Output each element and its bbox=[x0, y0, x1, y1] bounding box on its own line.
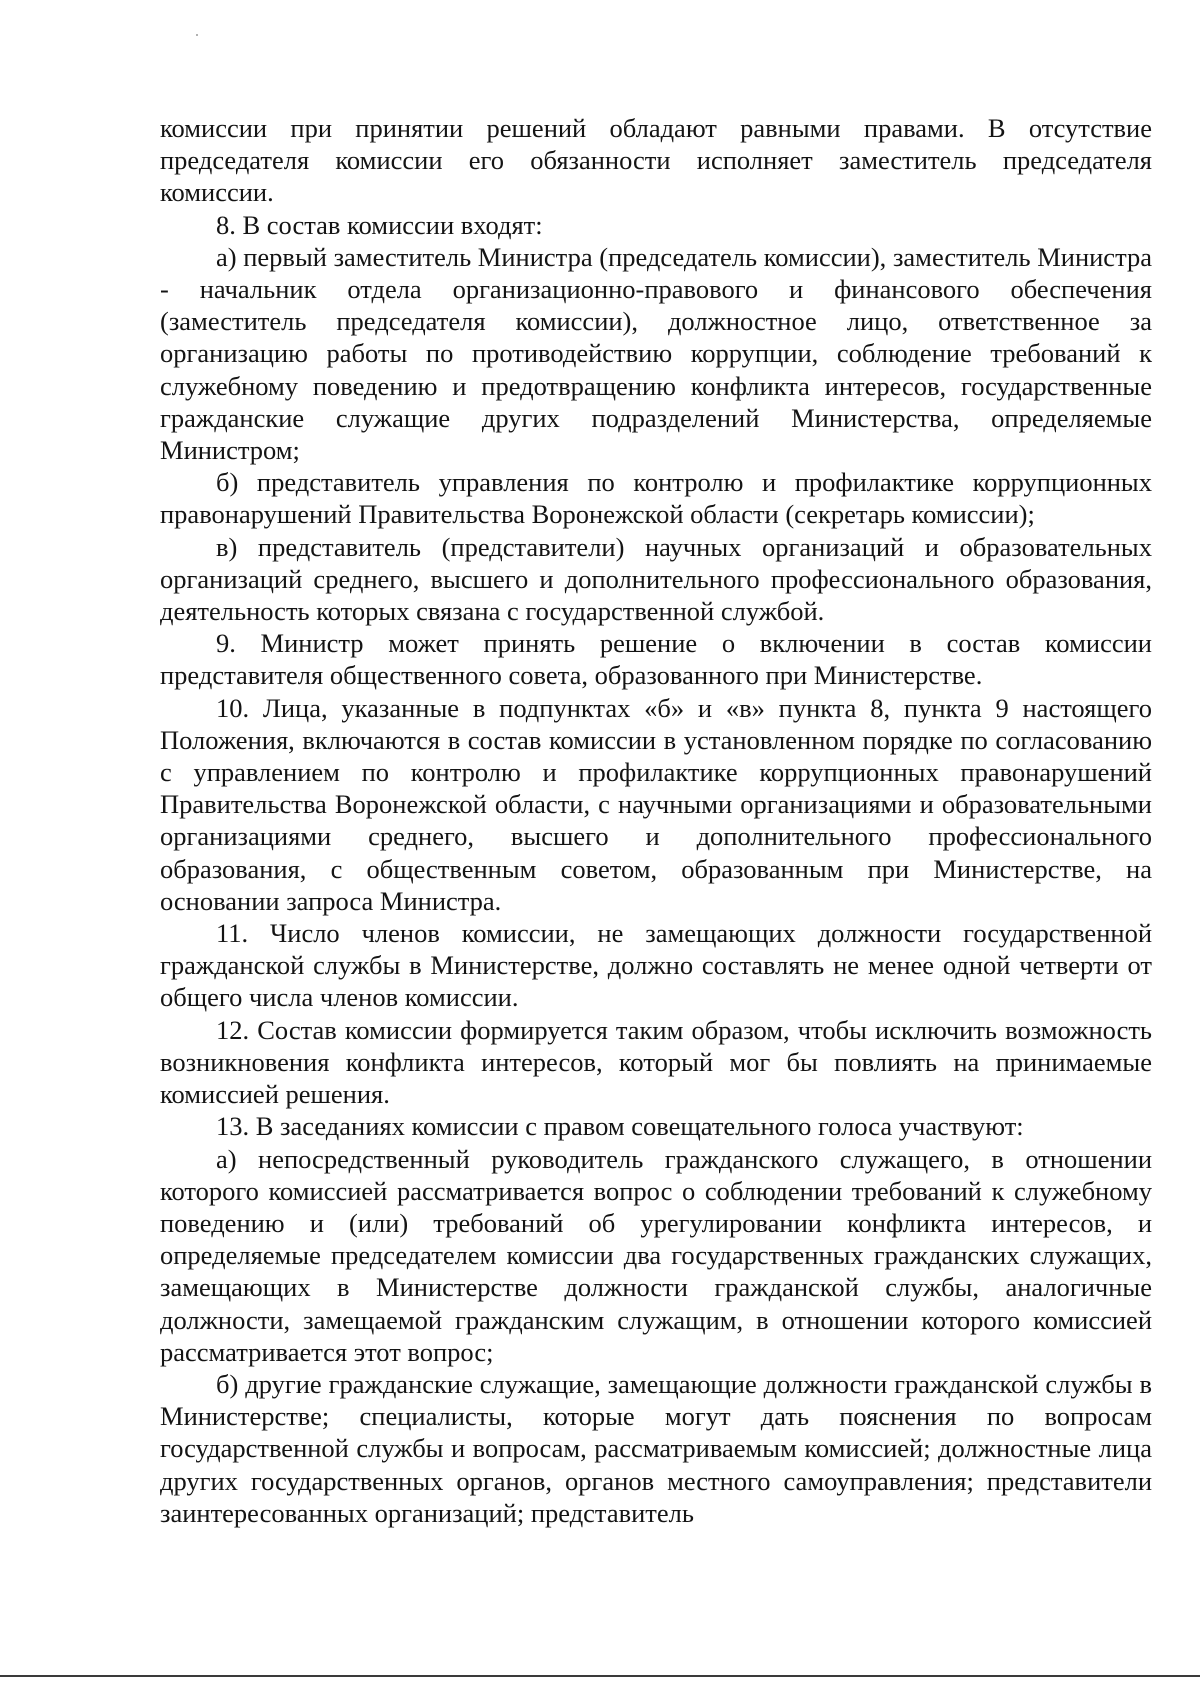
paragraph-item-8: 8. В состав комиссии входят: bbox=[216, 209, 543, 240]
paragraph-item-8v: в) представитель (представители) научных организаций и образовательных организаций среднего, высшего и дополнительного профессионального образования, деятельность которых связана с государственной службой. bbox=[160, 531, 1152, 627]
paragraph-item-12: 12. Состав комиссии формируется таким образом, чтобы исключить возможность возникновения конфликта интересов, который мог бы повлиять на принимаемые комиссией решения. bbox=[160, 1014, 1152, 1110]
paragraph-item-10: 10. Лица, указанные в подпунктах «б» и «в» пункта 8, пункта 9 настоящего Положения, включаются в состав комиссии в установленном порядке по согласованию с управлением по контролю и профилактике коррупционных правонарушений Правительства Воронежской области, с научными организациями и образовательными организациями среднего, высшего и дополнительного профессионального образования, с общественным советом, образованным при Министерстве, на основании запроса Министра. bbox=[160, 692, 1152, 916]
document-body bbox=[160, 112, 1152, 1529]
paragraph-item-8b: б) представитель управления по контролю и профилактике коррупционных правонарушений Правительства Воронежской области (секретарь комиссии); bbox=[160, 467, 1152, 530]
paragraph-item-13b: б) другие гражданские служащие, замещающие должности гражданской службы в Министерстве; специалисты, которые могут дать пояснения по вопросам государственной службы и вопросам, рассматриваемым комиссией; должностные лица других государственных органов, органов местного самоуправления; представители заинтересованных организаций; представитель bbox=[160, 1368, 1152, 1528]
scan-speck bbox=[196, 34, 198, 36]
paragraph-item-8a: а) первый заместитель Министра (председатель комиссии), заместитель Министра - начальник отдела организационно-правового и финансового обеспечения (заместитель председателя комиссии), должностное лицо, ответственное за организацию работы по противодействию коррупции, соблюдение требований к служебному поведению и предотвращению конфликта интересов, государственные гражданские служащие других подразделений Министерства, определяемые Министром; bbox=[160, 241, 1152, 466]
paragraph-item-11: 11. Число членов комиссии, не замещающих должности государственной гражданской службы в Министерстве, должно составлять не менее одной четверти от общего числа членов комиссии. bbox=[160, 918, 1152, 1013]
page-bottom-edge bbox=[0, 1675, 1200, 1677]
paragraph-continuation: комиссии при принятии решений обладают равными правами. В отсутствие председателя комиссии его обязанности исполняет заместитель председателя комиссии. bbox=[160, 113, 1152, 208]
paragraph-item-13: 13. В заседаниях комиссии с правом совещательного голоса участвуют: bbox=[216, 1111, 1024, 1142]
paragraph-item-13a: а) непосредственный руководитель гражданского служащего, в отношении которого комиссией рассматривается вопрос о соблюдении требований к служебному поведению и (или) требований об урегулировании конфликта интересов, и определяемые председателем комиссии два государственных гражданских служащих, замещающих в Министерстве должности гражданской службы, аналогичные должности, замещаемой гражданским служащим, в отношении которого комиссией рассматривается этот вопрос; bbox=[160, 1143, 1152, 1367]
paragraph-item-9: 9. Министр может принять решение о включении в состав комиссии представителя общественного совета, образованного при Министерстве. bbox=[160, 628, 1152, 691]
